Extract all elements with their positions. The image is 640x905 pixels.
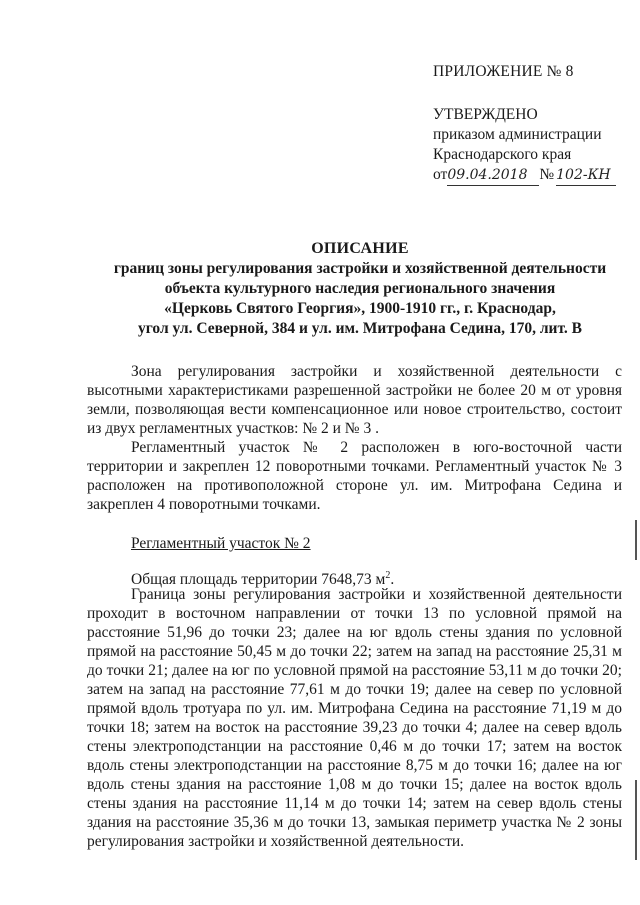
title-line-1: границ зоны регулирования застройки и хозяйственной деятельности [113,260,607,277]
order-date-line [433,165,633,186]
section-heading: Регламентный участок № 2 [131,535,311,552]
approval-block [433,62,633,186]
title-line-2: объекта культурного наследия регионального значения [164,280,556,297]
intro-section [87,362,622,514]
handwritten-number: 102-КН [556,165,616,186]
handwritten-date: 09.04.2018 [447,165,539,186]
number-sign: № [539,166,555,183]
scan-edge-mark [635,520,637,560]
order-line-1: приказом администрации [433,126,602,143]
scan-edge-mark [635,780,637,860]
order-line-2: Краснодарского края [433,146,572,163]
appendix-label: ПРИЛОЖЕНИЕ № 8 [433,63,574,80]
document-title-block [110,239,610,339]
title-line-3: «Церковь Святого Георгия», 1900-1910 гг., г. Краснодар, [164,300,556,317]
approved-label: УТВЕРЖДЕНО [433,106,538,123]
document-title: ОПИСАНИЕ [311,240,409,257]
area-superscript: 2 [385,570,391,581]
intro-paragraph-2: Регламентный участок № 2 расположен в юго-восточной части территории и закреплен 12 поворотными точками. Регламентный участок № 3 расположен на противоположной стороне ул. им. Митрофана Седина и закреплен 4 поворотными точками. [87,439,622,513]
intro-paragraph-1: Зона регулирования застройки и хозяйственной деятельности с высотными характеристиками разрешенной застройки не более 20 м от уровня земли, позволяющая вести компенсационное или новое строительство, состоит из двух регламентных участков: № 2 и № 3 . [87,363,622,437]
title-line-4: угол ул. Северной, 384 и ул. им. Митрофана Седина, 170, лит. В [138,320,582,337]
from-prefix: от [433,166,448,183]
boundary-paragraph: Граница зоны регулирования застройки и хозяйственной деятельности проходит в восточном направлении от точки 13 по условной прямой на расстояние 51,96 до точки 23; далее на юг вдоль стены здания по условной прямой на расстояние 50,45 м до точки 22; затем на запад на расстояние 25,31 м до точки 21; далее на юг по условной прямой на расстояние 53,11 м до точки 20; затем на запад на расстояние 77,61 м до точки 19; далее на север по условной прямой вдоль тротуара по ул. им. Митрофана Седина на расстояние 71,19 м до точки 18; затем на восток на расстояние 39,23 до точки 4; далее на север вдоль стены электроподстанции на расстояние 0,46 м до точки 17; затем на восток вдоль стены электроподстанции на расстояние 8,75 м до точки 16; далее на юг вдоль стены здания на расстояние 1,08 м до точки 15; далее на восток вдоль стены здания на расстояние 11,14 м до точки 14; затем на север вдоль стены здания на расстояние 35,36 м до точки 13, замыкая периметр участка № 2 зоны регулирования застройки и хозяйственной деятельности. [87,586,622,850]
area-text: Общая площадь территории 7648,73 м [131,571,386,589]
area-suffix: . [390,571,395,589]
boundary-section [87,585,622,851]
